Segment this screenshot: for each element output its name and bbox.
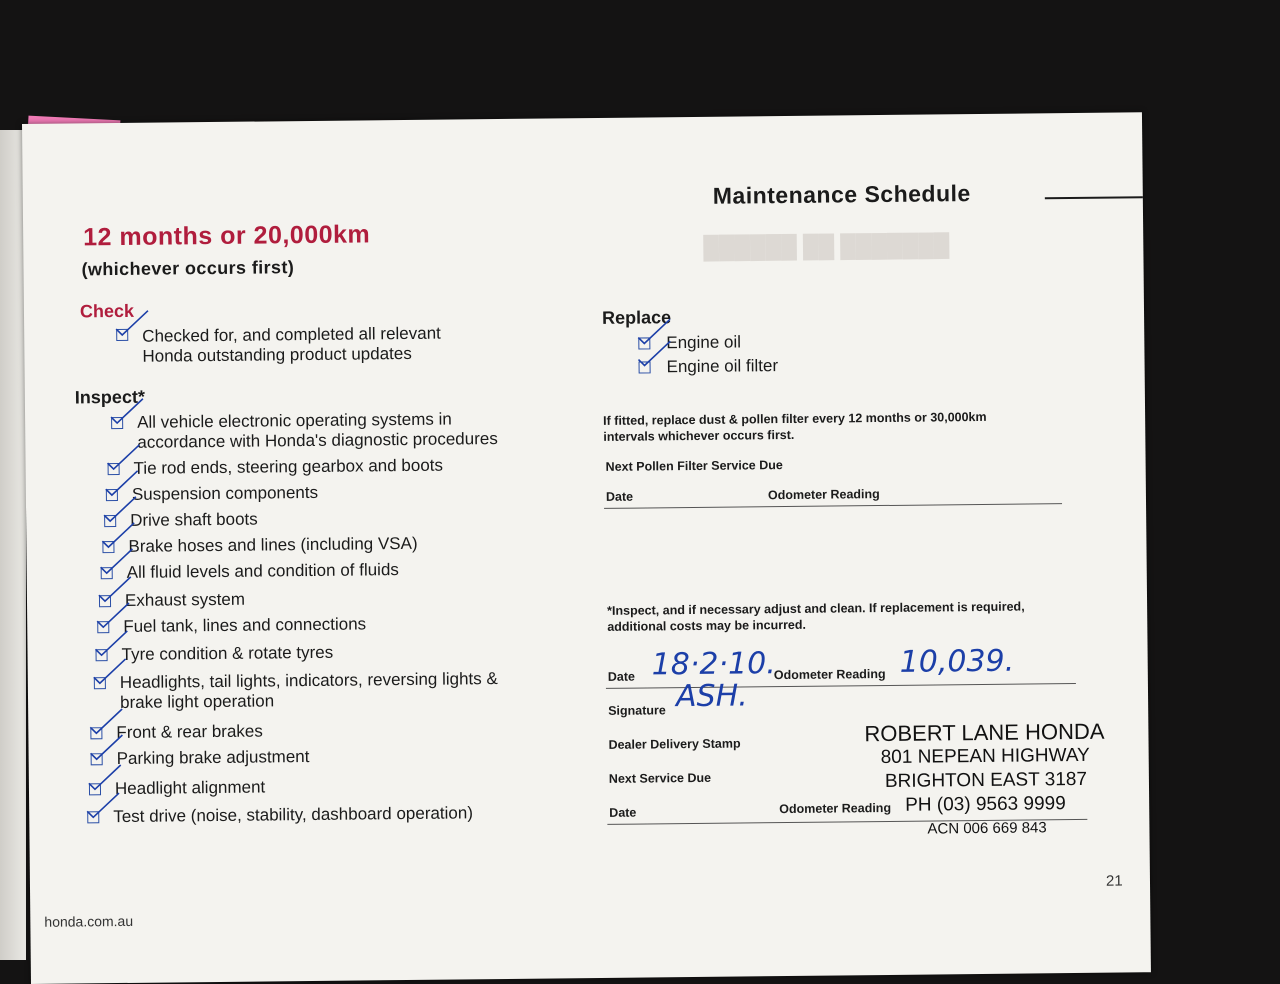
inspect-item-text: Tie rod ends, steering gearbox and boots xyxy=(133,455,444,478)
inspect-item-text-2: accordance with Honda's diagnostic procedures xyxy=(137,429,498,452)
replace-item-text: Engine oil filter xyxy=(666,356,779,377)
inspect-item-text: Drive shaft boots xyxy=(130,509,258,530)
pollen-note-line-1: If fitted, replace dust & pollen filter every 12 months or 30,000km xyxy=(603,409,987,428)
pollen-odometer-label: Odometer Reading xyxy=(767,487,880,503)
service-date-value: 18·2·10. xyxy=(651,646,776,683)
replace-item-text: Engine oil xyxy=(666,332,742,353)
inspect-item-text: Suspension components xyxy=(131,482,319,504)
inspect-item-text: Headlights, tail lights, indicators, reversing lights & xyxy=(119,669,498,693)
title-rule xyxy=(1045,196,1151,199)
inspect-item-text: All fluid levels and condition of fluids xyxy=(126,560,399,582)
inspect-item-text: Brake hoses and lines (including VSA) xyxy=(128,533,418,556)
dealer-stamp-label: Dealer Delivery Stamp xyxy=(608,736,741,752)
page-number: 21 xyxy=(1105,872,1123,890)
inspect-note-line-2: additional costs may be incurred. xyxy=(607,617,807,634)
signature-value: ASH. xyxy=(675,678,748,715)
footer-url: honda.com.au xyxy=(44,912,134,930)
inspect-item-text: Tyre condition & rotate tyres xyxy=(121,642,334,664)
next-service-label: Next Service Due xyxy=(608,770,712,786)
pollen-date-label: Date xyxy=(605,489,634,504)
inspect-item-text: Fuel tank, lines and connections xyxy=(123,614,367,636)
inspect-item-text: Test drive (noise, stability, dashboard operation) xyxy=(113,803,474,827)
inspect-note-line-1: *Inspect, and if necessary adjust and clean. If replacement is required, xyxy=(607,599,1025,618)
page-title: Maintenance Schedule xyxy=(712,180,971,209)
page-edge xyxy=(0,130,26,960)
pollen-note-line-2: intervals whichever occurs first. xyxy=(603,427,795,444)
stamp-dealer-name: ROBERT LANE HONDA xyxy=(864,718,1105,747)
stamp-phone: PH (03) 9563 9999 xyxy=(905,793,1066,816)
check-item-text-1: Checked for, and completed all relevant xyxy=(142,323,441,346)
inspect-item-text: All vehicle electronic operating systems in xyxy=(137,409,452,432)
inspect-item-text: Front & rear brakes xyxy=(116,721,263,743)
stamp-acn: ACN 006 669 843 xyxy=(927,819,1047,838)
inspect-item-text: Exhaust system xyxy=(124,589,246,610)
check-section-title: Check xyxy=(79,300,135,322)
interval-heading: 12 months or 20,000km xyxy=(83,220,371,252)
service-date-label: Date xyxy=(607,669,635,684)
service-odometer-value: 10,039. xyxy=(899,643,1015,680)
inspect-section-title: Inspect* xyxy=(74,386,145,408)
pollen-entry-line xyxy=(604,503,1062,509)
next-pollen-label: Next Pollen Filter Service Due xyxy=(605,458,783,474)
show-through-ghost: ███████ ██ ██████ xyxy=(703,232,950,260)
replace-section-title: Replace xyxy=(601,307,672,328)
signature-label: Signature xyxy=(608,703,666,718)
next-service-odometer-label: Odometer Reading xyxy=(779,800,892,817)
interval-subheading: (whichever occurs first) xyxy=(81,257,295,280)
check-item-text-2: Honda outstanding product updates xyxy=(142,343,412,366)
service-odometer-label: Odometer Reading xyxy=(773,666,886,683)
stamp-suburb: BRIGHTON EAST 3187 xyxy=(884,768,1088,792)
maintenance-page xyxy=(22,112,1151,984)
inspect-item-text: Headlight alignment xyxy=(114,777,266,799)
inspect-item-text: Parking brake adjustment xyxy=(116,747,310,769)
inspect-item-text-2: brake light operation xyxy=(119,691,275,713)
stamp-address: 801 NEPEAN HIGHWAY xyxy=(880,744,1090,769)
next-service-date-label: Date xyxy=(609,805,637,820)
